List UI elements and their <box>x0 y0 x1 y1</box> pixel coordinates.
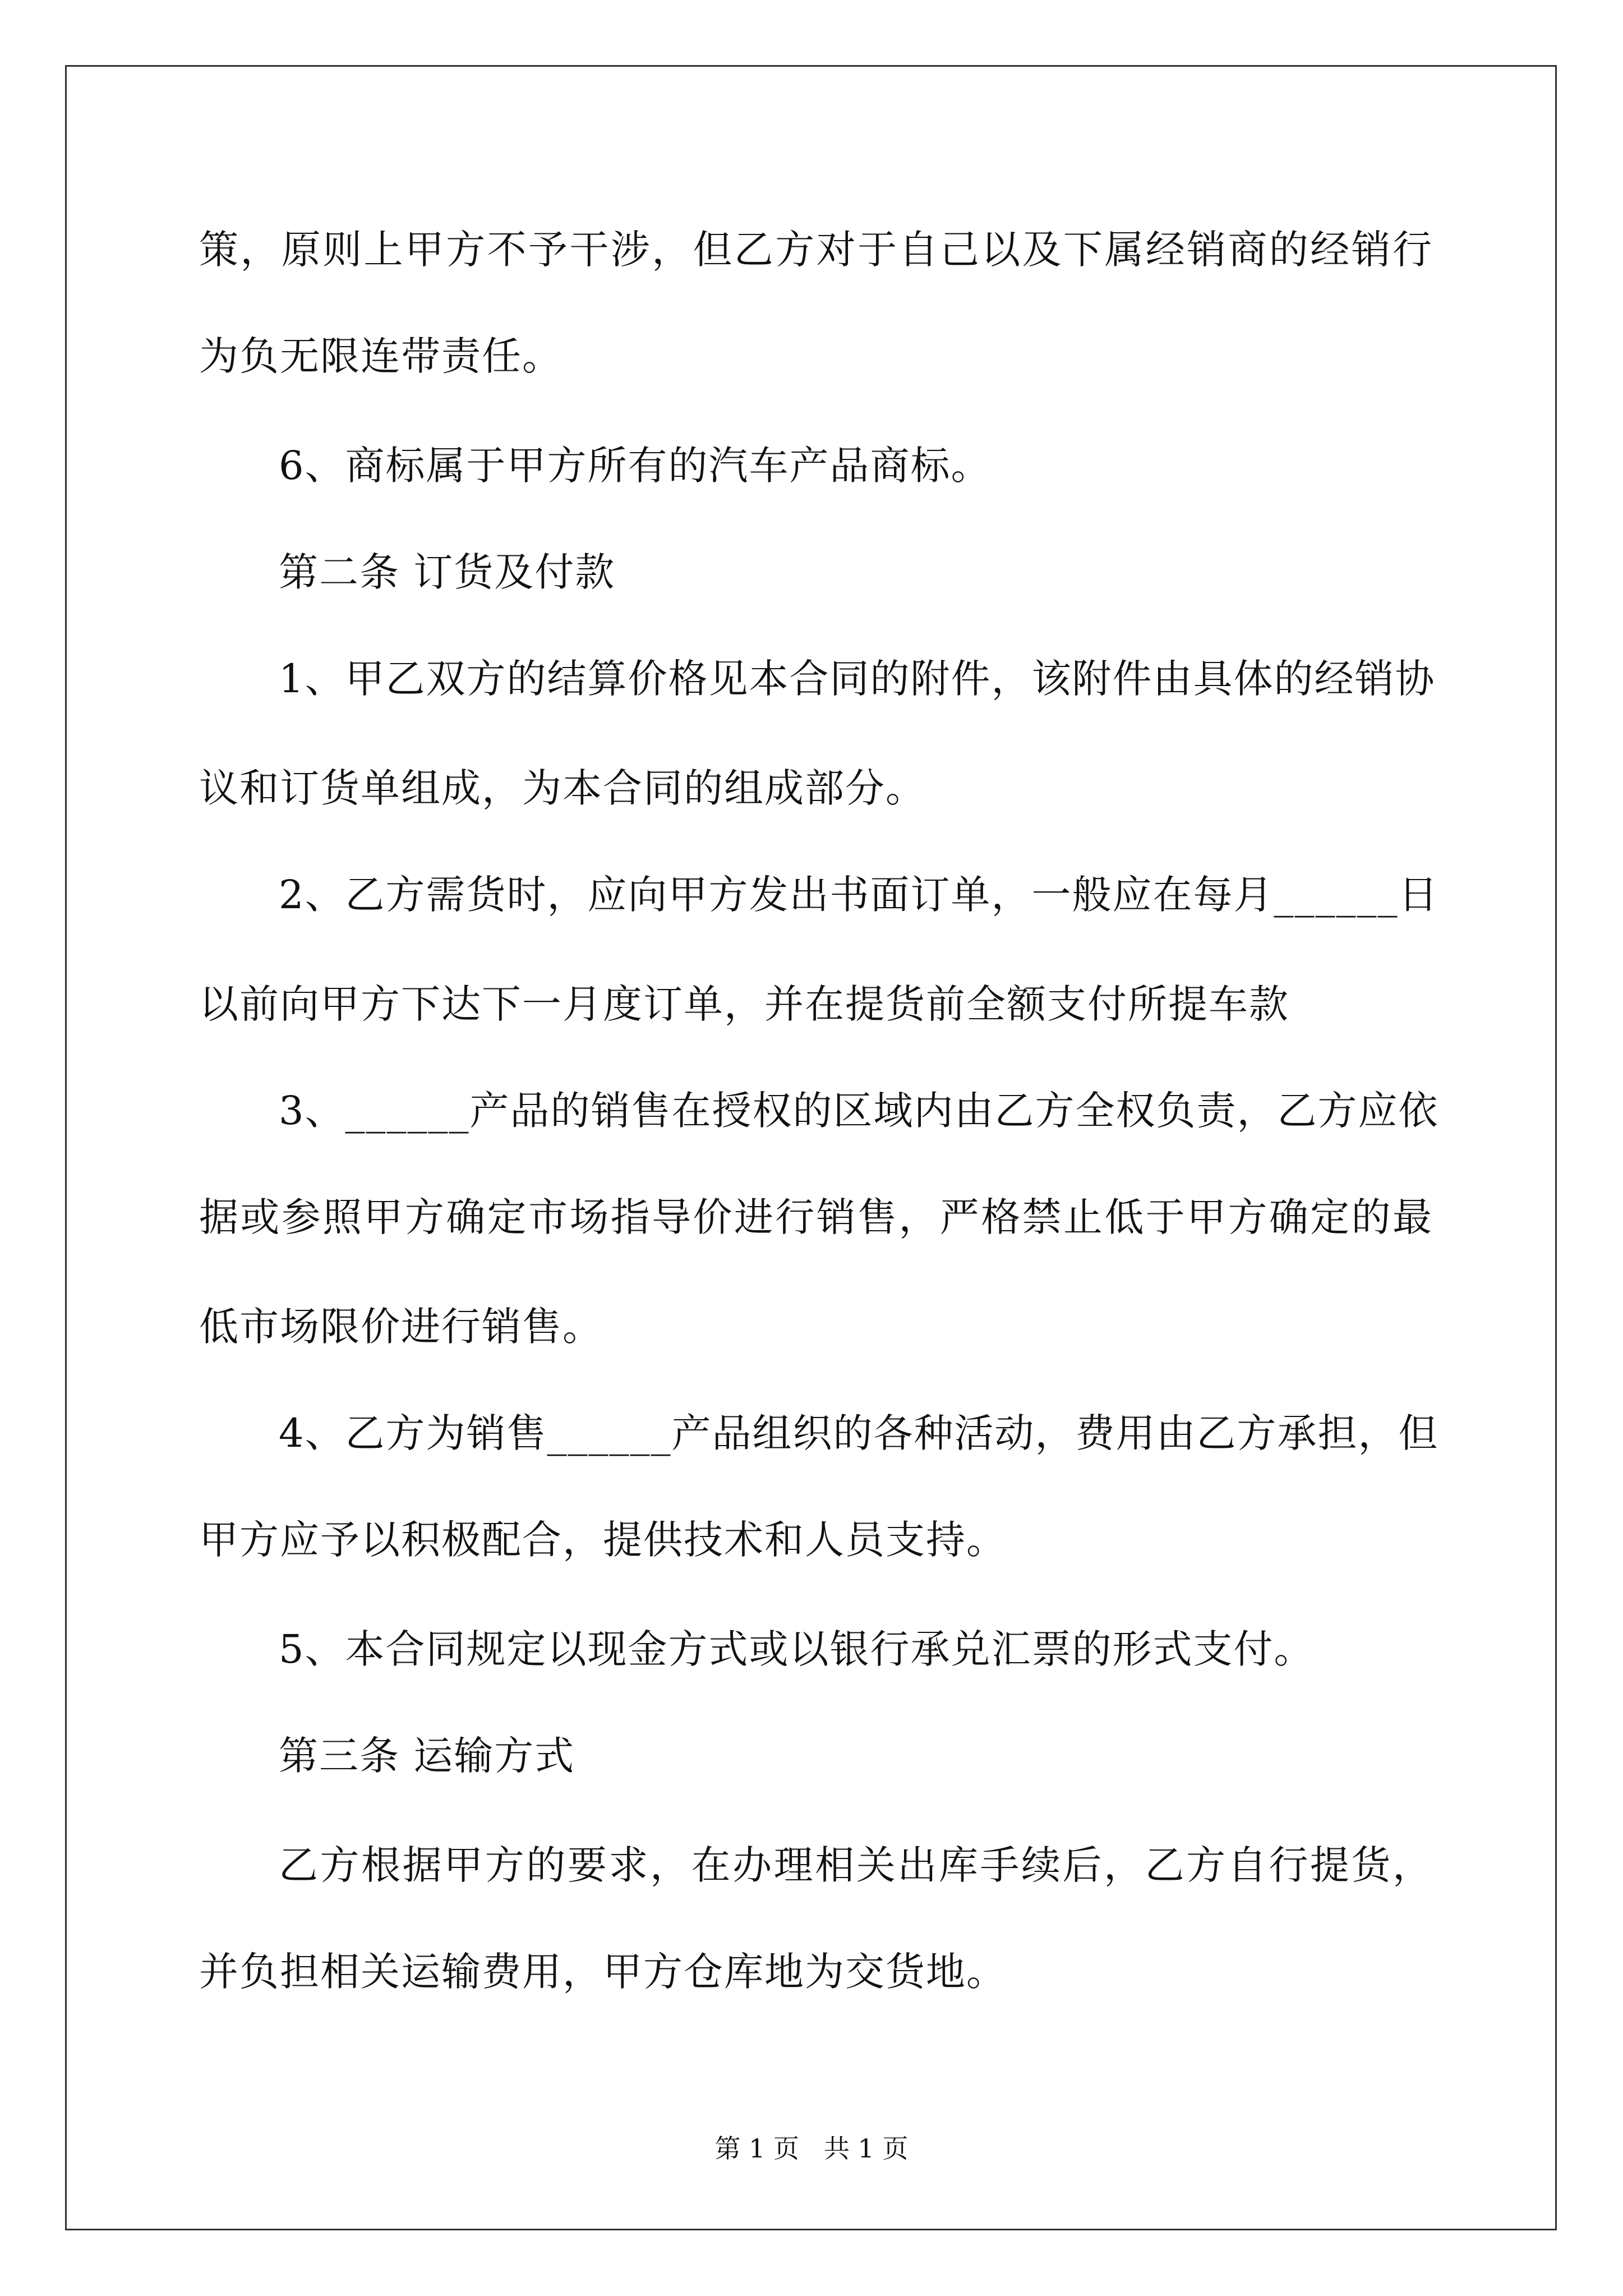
page-number-current: 第 1 页 <box>714 2133 799 2164</box>
section-heading-2: 第二条 订货及付款 <box>279 549 616 595</box>
text-line-17: 并负担相关运输费用，甲方仓库地为交货地。 <box>199 1949 1007 1995</box>
text-line-6: 议和订货单组成，为本合同的组成部分。 <box>199 765 926 811</box>
text-line-14: 5、本合同规定以现金方式或以银行承兑汇票的形式支付。 <box>279 1626 1315 1672</box>
text-line-13: 甲方应予以积极配合，提供技术和人员支持。 <box>199 1517 1007 1563</box>
text-line-7: 2、乙方需货时，应向甲方发出书面订单，一般应在每月______日 <box>279 872 1439 918</box>
text-line-5: 1、甲乙双方的结算价格见本合同的附件，该附件由具体的经销协 <box>279 656 1436 702</box>
text-line-16: 乙方根据甲方的要求，在办理相关出库手续后，乙方自行提货， <box>279 1842 1433 1888</box>
text-line-11: 低市场限价进行销售。 <box>199 1304 603 1350</box>
text-line-12: 4、乙方为销售______产品组织的各种活动，费用由乙方承担，但 <box>279 1410 1439 1456</box>
text-line-9: 3、______产品的销售在授权的区域内由乙方全权负责，乙方应依 <box>279 1088 1439 1134</box>
page-number-total: 共 1 页 <box>824 2133 909 2164</box>
text-line-8: 以前向甲方下达下一月度订单，并在提货前全额支付所提车款 <box>199 981 1289 1027</box>
text-line-10: 据或参照甲方确定市场指导价进行销售，严格禁止低于甲方确定的最 <box>199 1194 1433 1240</box>
text-line-1: 策，原则上甲方不予干涉，但乙方对于自己以及下属经销商的经销行 <box>199 227 1433 273</box>
text-line-3: 6、商标属于甲方所有的汽车产品商标。 <box>279 443 992 489</box>
page-border <box>65 65 1557 2230</box>
page-footer <box>0 2132 1623 2165</box>
section-heading-3: 第三条 运输方式 <box>279 1733 575 1779</box>
text-line-2: 为负无限连带责任。 <box>199 333 562 379</box>
